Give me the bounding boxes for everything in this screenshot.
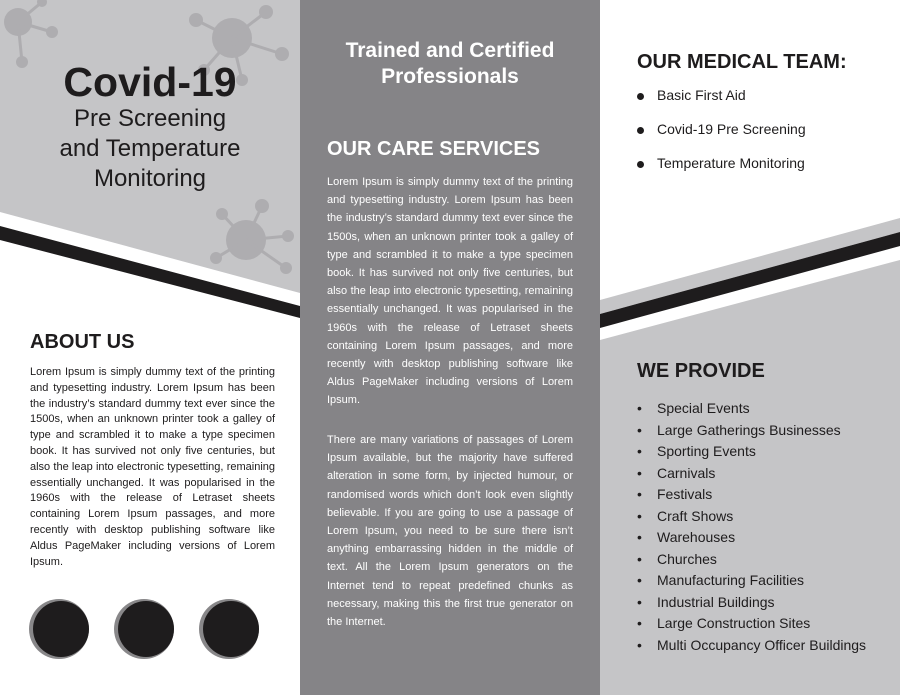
list-item-label: Special Events <box>657 400 750 416</box>
middle-title <box>300 38 600 90</box>
cover-subtitle-line: Pre Screening <box>73 105 227 132</box>
list-item <box>637 87 806 121</box>
medical-team-list <box>637 87 806 189</box>
list-item-label: Basic First Aid <box>657 87 746 103</box>
list-item <box>637 571 866 593</box>
bullet-icon <box>637 161 644 168</box>
list-item-label: Temperature Monitoring <box>657 155 805 171</box>
list-item <box>637 421 866 443</box>
list-item <box>637 442 866 464</box>
list-item <box>637 528 866 550</box>
list-item-label: Large Construction Sites <box>657 615 811 631</box>
bullet-icon: • <box>637 421 642 438</box>
bullet-icon: • <box>637 615 642 631</box>
list-item-label: Covid-19 Pre Screening <box>657 121 806 137</box>
middle-title-line: Professionals <box>381 65 519 88</box>
list-item-label: Multi Occupancy Officer Buildings <box>657 636 867 653</box>
decorative-circle <box>118 601 174 657</box>
list-item-label: Manufacturing Facilities <box>657 572 805 588</box>
bullet-icon <box>637 93 644 100</box>
list-item-label: Carnivals <box>657 464 716 481</box>
we-provide-heading: WE PROVIDE <box>637 360 765 382</box>
bullet-icon: • <box>637 593 642 610</box>
bullet-icon: • <box>637 400 642 416</box>
care-services-paragraph: There are many variations of passages of Lorem Ipsum available, but the majority have suffered alteration in some form, by injected humour, or randomised words which don’t look even slightly believable. If you are going to use a passage of Lorem Ipsum, you need to be sure there isn’t anything embarrassing hidden in the middle of text. All the Lorem Ipsum generators on the Internet tend to repeat predefined chunks as necessary, making this the first true generator on the Internet. <box>327 434 573 629</box>
bullet-icon: • <box>637 572 642 588</box>
bullet-icon: • <box>637 486 642 502</box>
middle-title-line: Trained and Certified <box>345 39 555 62</box>
bullet-icon: • <box>637 529 642 545</box>
bullet-icon: • <box>637 464 642 481</box>
list-item <box>637 614 866 636</box>
list-item <box>637 399 866 421</box>
list-item-label: Large Gatherings Businesses <box>657 421 841 438</box>
decorative-circle <box>33 601 89 657</box>
bullet-icon: • <box>637 443 642 459</box>
list-item-label: Industrial Buildings <box>657 593 775 610</box>
about-heading: ABOUT US <box>30 331 135 353</box>
about-body: Lorem Ipsum is simply dummy text of the printing and typesetting industry. Lorem Ipsum has been the industry’s standard dummy text ever since the 1500s, when an unknown printer took a galley of type and scrambled it to make a type specimen book. It has survived not only five centuries, but also the leap into electronic typesetting, remaining essentially unchanged. It was popularised in the 1960s with the release of Letraset sheets containing Lorem Ipsum passages, and more recently with desktop publishing software like Aldus PageMaker including versions of Lorem Ipsum. <box>30 366 275 568</box>
list-item <box>637 593 866 615</box>
list-item-label: Sporting Events <box>657 443 756 459</box>
list-item <box>637 507 866 529</box>
list-item <box>637 464 866 486</box>
cover-subtitle <box>0 104 300 194</box>
list-item-label: Warehouses <box>657 529 736 545</box>
cover-subtitle-line: and Temperature <box>59 135 241 162</box>
bullet-icon <box>637 127 644 134</box>
care-services-paragraph: Lorem Ipsum is simply dummy text of the printing and typesetting industry. Lorem Ipsum has been the industry’s standard dummy text ever since the 1500s, when an unknown printer took a galley of type and scrambled it to make a type specimen book. It has survived not only five centuries, but also the leap into electronic typesetting, remaining essentially unchanged. It was popularised in the 1960s with the release of Letraset sheets containing Lorem Ipsum passages, and more recently with desktop publishing software like Aldus PageMaker including versions of Lorem Ipsum. <box>327 176 573 407</box>
list-item <box>637 550 866 572</box>
list-item-label: Festivals <box>657 486 713 502</box>
list-item-label: Churches <box>657 550 717 567</box>
right-panel <box>600 0 900 695</box>
list-item <box>637 121 806 155</box>
decorative-circle <box>203 601 259 657</box>
care-services-heading: OUR CARE SERVICES <box>327 138 541 160</box>
middle-panel <box>300 0 600 695</box>
list-item <box>637 485 866 507</box>
bullet-icon: • <box>637 507 642 524</box>
list-item-label: Craft Shows <box>657 507 734 524</box>
bullet-icon: • <box>637 550 642 567</box>
cover-title: Covid-19 <box>63 59 237 105</box>
medical-team-heading: OUR MEDICAL TEAM: <box>637 51 847 73</box>
left-panel <box>0 0 300 695</box>
we-provide-list <box>637 399 866 657</box>
list-item <box>637 636 866 658</box>
bullet-icon: • <box>637 636 642 653</box>
cover-subtitle-line: Monitoring <box>93 165 207 192</box>
list-item <box>637 155 806 189</box>
